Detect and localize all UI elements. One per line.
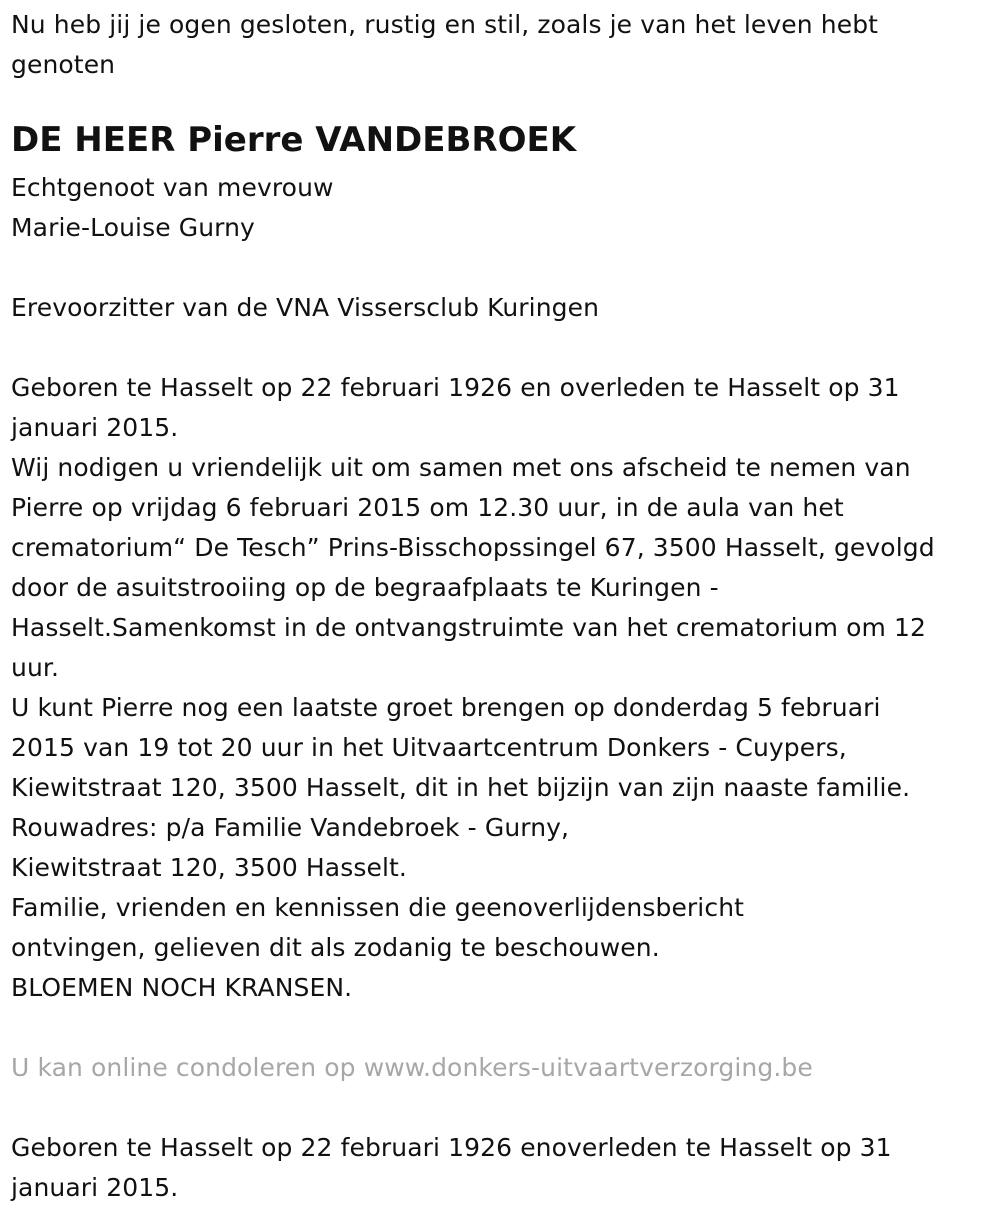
invitation-line: uur.: [11, 653, 60, 682]
visit-line: Kiewitstraat 120, 3500 Hasselt, dit in het bijzijn van zijn naaste familie.: [11, 773, 911, 802]
spacer: [11, 328, 990, 368]
invitation-line: crematorium“ De Tesch” Prins-Bisschopssingel 67, 3500 Hasselt, gevolgd: [11, 533, 935, 562]
invitation-line: Pierre op vrijdag 6 februari 2015 om 12.30 uur, in de aula van het: [11, 493, 844, 522]
visit-line: U kunt Pierre nog een laatste groet brengen op donderdag 5 februari: [11, 693, 881, 722]
intro-line-2: genoten: [11, 50, 116, 79]
notice-line: Familie, vrienden en kennissen die geenoverlijdensbericht: [11, 893, 745, 922]
flowers-line: BLOEMEN NOCH KRANSEN.: [11, 973, 353, 1002]
invitation-line: Wij nodigen u vriendelijk uit om samen met ons afscheid te nemen van: [11, 453, 911, 482]
notice-line: ontvingen, gelieven dit als zodanig te beschouwen.: [11, 933, 660, 962]
address-line: Kiewitstraat 120, 3500 Hasselt.: [11, 853, 407, 882]
spouse-line-2: Marie-Louise Gurny: [11, 213, 255, 242]
spouse-line-1: Echtgenoot van mevrouw: [11, 173, 334, 202]
deceased-name: DE HEER Pierre VANDEBROEK: [11, 120, 577, 160]
condolence-link[interactable]: U kan online condoleren op www.donkers-uitvaartverzorging.be: [11, 1053, 813, 1082]
birth-death-repeat-line-2: januari 2015.: [11, 1173, 179, 1202]
birth-death-repeat-line-1: Geboren te Hasselt op 22 februari 1926 enoverleden te Hasselt op 31: [11, 1133, 892, 1162]
address-line: Rouwadres: p/a Familie Vandebroek - Gurny,: [11, 813, 570, 842]
birth-death-line-2: januari 2015.: [11, 413, 179, 442]
role-line: Erevoorzitter van de VNA Vissersclub Kuringen: [11, 293, 600, 322]
invitation-line: Hasselt.Samenkomst in de ontvangstruimte van het crematorium om 12: [11, 613, 926, 642]
birth-death-line-1: Geboren te Hasselt op 22 februari 1926 en overleden te Hasselt op 31: [11, 373, 900, 402]
intro-line-1: Nu heb jij je ogen gesloten, rustig en stil, zoals je van het leven hebt: [11, 10, 879, 39]
visit-line: 2015 van 19 tot 20 uur in het Uitvaartcentrum Donkers - Cuypers,: [11, 733, 847, 762]
spacer: [11, 248, 990, 288]
spacer: [11, 1088, 990, 1128]
spacer: [11, 1008, 990, 1048]
invitation-line: door de asuitstrooiing op de begraafplaats te Kuringen -: [11, 573, 719, 602]
